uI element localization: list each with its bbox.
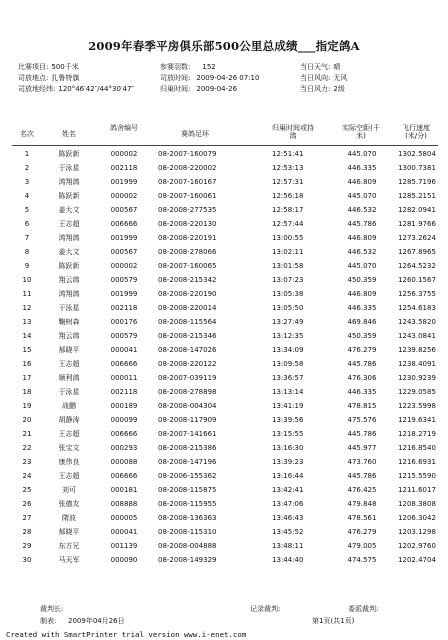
return-time-cell: 13:15:55 xyxy=(272,430,304,438)
name-cell: 战鹏 xyxy=(62,402,76,410)
return-time-cell: 13:39:56 xyxy=(272,416,304,424)
table-row xyxy=(0,357,448,371)
speed-cell: 1230.9239 xyxy=(398,374,436,382)
table-row xyxy=(0,287,448,301)
table-row xyxy=(0,539,448,553)
distance-cell: 446.809 xyxy=(347,290,377,298)
return-time-cell: 13:00:55 xyxy=(272,234,304,242)
rank-cell: 11 xyxy=(22,290,32,298)
speed-cell: 1260.1567 xyxy=(398,276,436,284)
return-time-cell: 13:05:38 xyxy=(272,290,304,298)
distance-cell: 445.786 xyxy=(347,220,377,228)
return-time-cell: 13:16:44 xyxy=(272,472,304,480)
distance-cell: 446.532 xyxy=(347,248,377,256)
rank-cell: 21 xyxy=(22,430,32,438)
name-cell: 刘可 xyxy=(62,486,76,494)
return-time-cell: 13:16:30 xyxy=(272,444,304,452)
release-coords-label: 司放地经纬: xyxy=(18,85,56,93)
ring-cell: 08-2008-215342 xyxy=(158,276,217,284)
distance-cell: 476.425 xyxy=(347,486,377,494)
loft-id-cell: 002118 xyxy=(110,164,138,172)
name-cell: 王志超 xyxy=(58,472,80,480)
speed-cell: 1202.9760 xyxy=(398,542,436,550)
distance-cell: 469.846 xyxy=(347,318,377,326)
distance-cell: 473.760 xyxy=(347,458,377,466)
loft-id-cell: 006666 xyxy=(110,220,138,228)
rank-cell: 23 xyxy=(22,458,32,466)
table-row xyxy=(0,455,448,469)
ring-cell: 08-2007-141661 xyxy=(158,430,217,438)
ring-cell: 08-2006-155362 xyxy=(158,472,217,480)
info-wind-force xyxy=(300,84,345,95)
distance-cell: 450.359 xyxy=(347,332,377,340)
return-time-cell: 13:13:14 xyxy=(272,388,304,396)
recorder-label: 记录裁判: xyxy=(250,605,281,613)
name-cell: 张宝文 xyxy=(58,444,80,452)
loft-id-cell: 000002 xyxy=(110,262,138,270)
rank-cell: 24 xyxy=(22,472,32,480)
column-header-loft-id: 鸽舍编号 xyxy=(110,124,138,132)
distance-cell: 446.532 xyxy=(347,206,377,214)
rank-cell: 19 xyxy=(22,402,32,410)
speed-cell: 1218.2719 xyxy=(398,430,436,438)
ring-cell: 08-2008-278898 xyxy=(158,388,217,396)
speed-cell: 1219.6341 xyxy=(398,416,436,424)
speed-cell: 1229.0585 xyxy=(398,388,436,396)
return-time-cell: 13:48:11 xyxy=(272,542,304,550)
name-cell: 鸿翔鸽 xyxy=(58,178,80,186)
rank-cell: 3 xyxy=(24,178,30,186)
referee-label: 裁判长: xyxy=(40,605,64,613)
rank-cell: 27 xyxy=(22,514,32,522)
page-number: 第1页(共1页) xyxy=(312,617,355,625)
rank-cell: 17 xyxy=(22,374,32,382)
name-cell: 东方兄 xyxy=(58,542,80,550)
speed-cell: 1206.3042 xyxy=(398,514,436,522)
ring-cell: 08-2008-220002 xyxy=(158,164,217,172)
rank-cell: 30 xyxy=(22,556,32,564)
table-row xyxy=(0,231,448,245)
loft-id-cell: 000579 xyxy=(110,276,138,284)
speed-cell: 1285.2151 xyxy=(398,192,436,200)
table-row xyxy=(0,273,448,287)
column-header-return-time: 归巢时间或持鸽 xyxy=(272,124,314,140)
info-weather xyxy=(300,62,340,73)
loft-id-cell: 000002 xyxy=(110,150,138,158)
ring-cell: 08-2008-136363 xyxy=(158,514,217,522)
distance-cell: 446.335 xyxy=(347,304,377,312)
distance-cell: 478.561 xyxy=(347,514,377,522)
speed-cell: 1216.8540 xyxy=(398,444,436,452)
return-time-cell: 13:09:58 xyxy=(272,360,304,368)
release-time-value: 2009-04-26 07:10 xyxy=(196,74,260,82)
speed-cell: 1281.9766 xyxy=(398,220,436,228)
ring-cell: 08-2008-215386 xyxy=(158,444,217,452)
distance-cell: 476.306 xyxy=(347,374,377,382)
rank-cell: 10 xyxy=(22,276,32,284)
rank-cell: 5 xyxy=(24,206,30,214)
speed-cell: 1302.5804 xyxy=(398,150,436,158)
distance-cell: 446.335 xyxy=(347,388,377,396)
ring-cell: 08-2007-160061 xyxy=(158,192,217,200)
table-row xyxy=(0,511,448,525)
loft-id-cell: 006666 xyxy=(110,430,138,438)
ring-cell: 08-2008-220130 xyxy=(158,220,217,228)
info-release-coords xyxy=(18,84,134,95)
info-entries xyxy=(160,62,216,73)
release-time-label: 司放时间: xyxy=(160,74,191,82)
name-cell: 隋波 xyxy=(62,514,76,522)
loft-id-cell: 000579 xyxy=(110,332,138,340)
return-time-cell: 13:07:23 xyxy=(272,276,304,284)
rank-cell: 25 xyxy=(22,486,32,494)
return-time-cell: 13:12:35 xyxy=(272,332,304,340)
loft-id-cell: 000176 xyxy=(110,318,138,326)
ring-cell: 08-2008-215346 xyxy=(158,332,217,340)
column-header-rank: 名次 xyxy=(20,130,34,138)
header-divider xyxy=(12,145,438,146)
column-header-speed: 飞行速度(米/分) xyxy=(402,124,430,140)
loft-id-cell: 000005 xyxy=(110,514,138,522)
wind-force-value: 2级 xyxy=(333,85,345,93)
ring-cell: 08-2008-220190 xyxy=(158,290,217,298)
loft-id-cell: 001999 xyxy=(110,234,138,242)
rank-cell: 14 xyxy=(22,332,32,340)
rank-cell: 8 xyxy=(24,248,30,256)
table-row xyxy=(0,147,448,161)
name-cell: 张德友 xyxy=(58,500,80,508)
distance-cell: 446.335 xyxy=(347,164,377,172)
return-time-cell: 13:44:40 xyxy=(272,556,304,564)
results-table-header xyxy=(0,124,448,144)
name-cell: 姜大文 xyxy=(58,248,80,256)
loft-id-cell: 000002 xyxy=(110,192,138,200)
table-row xyxy=(0,301,448,315)
return-time-cell: 13:41:19 xyxy=(272,402,304,410)
return-time-cell: 12:57:31 xyxy=(272,178,304,186)
name-cell: 翔云鸽 xyxy=(58,276,80,284)
distance-cell: 446.809 xyxy=(347,178,377,186)
ring-cell: 08-2008-115564 xyxy=(158,318,217,326)
speed-cell: 1256.3755 xyxy=(398,290,436,298)
rank-cell: 13 xyxy=(22,318,32,326)
committee-label: 委派裁判: xyxy=(348,605,379,613)
info-wind-direction xyxy=(300,73,347,84)
table-row xyxy=(0,259,448,273)
return-time-cell: 13:42:41 xyxy=(272,486,304,494)
distance-cell: 476.279 xyxy=(347,528,377,536)
info-release-place xyxy=(18,73,79,84)
ring-cell: 08-2007-039119 xyxy=(158,374,217,382)
return-time-label: 归巢时间: xyxy=(160,85,191,93)
wind-direction-value: 无风 xyxy=(333,74,348,82)
release-place-label: 司放地点: xyxy=(18,74,49,82)
return-time-cell: 12:56:18 xyxy=(272,192,304,200)
loft-id-cell: 000293 xyxy=(110,444,138,452)
speed-cell: 1239.8256 xyxy=(398,346,436,354)
table-row xyxy=(0,161,448,175)
return-time-cell: 13:34:09 xyxy=(272,346,304,354)
weather-label: 当日天气: xyxy=(300,63,331,71)
name-cell: 鸿翔鸽 xyxy=(58,290,80,298)
table-row xyxy=(0,441,448,455)
ring-cell: 08-2008-147196 xyxy=(158,458,217,466)
column-header-distance: 实际空距(千米) xyxy=(342,124,380,140)
return-time-cell: 12:58:17 xyxy=(272,206,304,214)
loft-id-cell: 000099 xyxy=(110,416,138,424)
return-time-cell: 13:36:57 xyxy=(272,374,304,382)
loft-id-cell: 006666 xyxy=(110,360,138,368)
loft-id-cell: 000181 xyxy=(110,486,138,494)
ring-cell: 08-2008-115875 xyxy=(158,486,217,494)
speed-cell: 1208.3808 xyxy=(398,500,436,508)
name-cell: 顺利鸽 xyxy=(58,374,80,382)
ring-cell: 08-2007-160167 xyxy=(158,178,217,186)
info-release-time xyxy=(160,73,259,84)
rank-cell: 12 xyxy=(22,304,32,312)
ring-cell: 08-2008-147026 xyxy=(158,346,217,354)
wind-direction-label: 当日风向: xyxy=(300,74,331,82)
ring-cell: 08-2008-149329 xyxy=(158,556,217,564)
distance-cell: 479.005 xyxy=(347,542,377,550)
table-row xyxy=(0,175,448,189)
made-by-label: 制表: xyxy=(40,617,57,625)
distance-cell: 446.809 xyxy=(347,234,377,242)
table-row xyxy=(0,189,448,203)
rank-cell: 20 xyxy=(22,416,32,424)
speed-cell: 1300.7381 xyxy=(398,164,436,172)
loft-id-cell: 000567 xyxy=(110,248,138,256)
return-time-cell: 13:27:49 xyxy=(272,318,304,326)
speed-cell: 1243.5820 xyxy=(398,318,436,326)
return-time-cell: 13:46:43 xyxy=(272,514,304,522)
ring-cell: 08-2008-220191 xyxy=(158,234,217,242)
ring-cell: 08-2008-115955 xyxy=(158,500,217,508)
name-cell: 翔云鸽 xyxy=(58,332,80,340)
speed-cell: 1254.6183 xyxy=(398,304,436,312)
table-row xyxy=(0,427,448,441)
table-row xyxy=(0,413,448,427)
distance-cell: 445.070 xyxy=(347,262,377,270)
made-date: 2009年04月26日 xyxy=(68,617,125,625)
speed-cell: 1264.5232 xyxy=(398,262,436,270)
return-time-cell: 12:51:41 xyxy=(272,150,304,158)
name-cell: 鸿翔鸽 xyxy=(58,234,80,242)
weather-value: 晴 xyxy=(333,63,341,71)
table-row xyxy=(0,217,448,231)
speed-cell: 1285.7196 xyxy=(398,178,436,186)
ring-cell: 08-2008-277535 xyxy=(158,206,217,214)
document-title: 2009年春季平房俱乐部500公里总成绩___指定鸽A xyxy=(88,39,360,53)
return-time-value: 2009-04-26 xyxy=(196,85,238,93)
loft-id-cell: 006666 xyxy=(110,472,138,480)
ring-cell: 08-2008-220122 xyxy=(158,360,217,368)
rank-cell: 7 xyxy=(24,234,30,242)
rank-cell: 18 xyxy=(22,388,32,396)
loft-id-cell: 000041 xyxy=(110,346,138,354)
loft-id-cell: 008888 xyxy=(110,500,138,508)
name-cell: 于泳星 xyxy=(58,164,80,172)
name-cell: 郝晓平 xyxy=(58,528,80,536)
rank-cell: 9 xyxy=(24,262,30,270)
table-row xyxy=(0,399,448,413)
name-cell: 于泳星 xyxy=(58,388,80,396)
table-row xyxy=(0,483,448,497)
distance-cell: 475.576 xyxy=(347,416,377,424)
name-cell: 胡静涛 xyxy=(58,416,80,424)
loft-id-cell: 001999 xyxy=(110,178,138,186)
rank-cell: 28 xyxy=(22,528,32,536)
speed-cell: 1203.1298 xyxy=(398,528,436,536)
ring-cell: 08-2008-117909 xyxy=(158,416,217,424)
loft-id-cell: 000011 xyxy=(110,374,138,382)
loft-id-cell: 000189 xyxy=(110,402,138,410)
loft-id-cell: 001999 xyxy=(110,290,138,298)
table-row xyxy=(0,553,448,567)
loft-id-cell: 000090 xyxy=(110,556,138,564)
return-time-cell: 12:53:13 xyxy=(272,164,304,172)
distance-cell: 445.786 xyxy=(347,430,377,438)
name-cell: 陈跃新 xyxy=(58,150,80,158)
race-name-value: 500千米 xyxy=(51,63,79,71)
distance-cell: 450.359 xyxy=(347,276,377,284)
return-time-cell: 13:45:52 xyxy=(272,528,304,536)
column-header-name: 姓名 xyxy=(62,130,76,138)
speed-cell: 1273.2624 xyxy=(398,234,436,242)
return-time-cell: 13:47:06 xyxy=(272,500,304,508)
loft-id-cell: 001139 xyxy=(110,542,138,550)
release-coords-value: 120°46′42″/44°30′47″ xyxy=(58,85,135,93)
results-table-body xyxy=(0,147,448,567)
speed-cell: 1215.5590 xyxy=(398,472,436,480)
distance-cell: 474.575 xyxy=(347,556,377,564)
ring-cell: 08-2007-160079 xyxy=(158,150,217,158)
speed-cell: 1243.0841 xyxy=(398,332,436,340)
ring-cell: 08-2008-220014 xyxy=(158,304,217,312)
speed-cell: 1282.0941 xyxy=(398,206,436,214)
name-cell: 郝晓平 xyxy=(58,346,80,354)
distance-cell: 445.786 xyxy=(347,472,377,480)
rank-cell: 22 xyxy=(22,444,32,452)
rank-cell: 15 xyxy=(22,346,32,354)
distance-cell: 445.977 xyxy=(347,444,377,452)
loft-id-cell: 000088 xyxy=(110,458,138,466)
distance-cell: 445.070 xyxy=(347,150,377,158)
rank-cell: 29 xyxy=(22,542,32,550)
loft-id-cell: 002118 xyxy=(110,304,138,312)
distance-cell: 445.070 xyxy=(347,192,377,200)
return-time-cell: 13:02:11 xyxy=(272,248,304,256)
rank-cell: 2 xyxy=(24,164,30,172)
table-row xyxy=(0,329,448,343)
rank-cell: 4 xyxy=(24,192,30,200)
distance-cell: 479.848 xyxy=(347,500,377,508)
entries-label: 参赛羽数: xyxy=(160,63,191,71)
name-cell: 鞠树森 xyxy=(58,318,80,326)
speed-cell: 1267.8965 xyxy=(398,248,436,256)
return-time-cell: 13:01:58 xyxy=(272,262,304,270)
speed-cell: 1223.5998 xyxy=(398,402,436,410)
rank-cell: 16 xyxy=(22,360,32,368)
entries-value: 152 xyxy=(202,63,216,71)
loft-id-cell: 000567 xyxy=(110,206,138,214)
name-cell: 王志超 xyxy=(58,360,80,368)
wind-force-label: 当日风力: xyxy=(300,85,331,93)
rank-cell: 1 xyxy=(24,150,30,158)
table-row xyxy=(0,371,448,385)
race-name-label: 比赛项目: xyxy=(18,63,49,71)
distance-cell: 445.786 xyxy=(347,360,377,368)
return-time-cell: 13:05:50 xyxy=(272,304,304,312)
loft-id-cell: 002118 xyxy=(110,388,138,396)
table-row xyxy=(0,343,448,357)
name-cell: 王志超 xyxy=(58,430,80,438)
rank-cell: 26 xyxy=(22,500,32,508)
ring-cell: 08-2008-004888 xyxy=(158,542,217,550)
ring-cell: 08-2008-115310 xyxy=(158,528,217,536)
ring-cell: 08-2008-004304 xyxy=(158,402,217,410)
ring-cell: 08-2008-278066 xyxy=(158,248,217,256)
table-row xyxy=(0,497,448,511)
loft-id-cell: 000041 xyxy=(110,528,138,536)
table-row xyxy=(0,385,448,399)
table-row xyxy=(0,245,448,259)
name-cell: 陈跃新 xyxy=(58,192,80,200)
speed-cell: 1202.4704 xyxy=(398,556,436,564)
speed-cell: 1238.4091 xyxy=(398,360,436,368)
speed-cell: 1211.6017 xyxy=(398,486,436,494)
speed-cell: 1216.6931 xyxy=(398,458,436,466)
rank-cell: 6 xyxy=(24,220,30,228)
column-header-ring: 赛鸽足环 xyxy=(181,130,209,138)
name-cell: 王志超 xyxy=(58,220,80,228)
info-return-time xyxy=(160,84,237,95)
table-row xyxy=(0,525,448,539)
table-row xyxy=(0,315,448,329)
release-place-value: 扎鲁特旗 xyxy=(51,74,80,82)
table-row xyxy=(0,469,448,483)
name-cell: 陈跃新 xyxy=(58,262,80,270)
name-cell: 马天军 xyxy=(58,556,80,564)
name-cell: 康伟良 xyxy=(58,458,80,466)
name-cell: 姜大文 xyxy=(58,206,80,214)
table-row xyxy=(0,203,448,217)
distance-cell: 476.279 xyxy=(347,346,377,354)
info-race-name xyxy=(18,62,79,73)
watermark-text: Created with SmartPrinter trial version www.i-enet.com xyxy=(6,630,247,639)
return-time-cell: 12:57:44 xyxy=(272,220,304,228)
return-time-cell: 13:39:23 xyxy=(272,458,304,466)
distance-cell: 478.815 xyxy=(347,402,377,410)
name-cell: 于泳星 xyxy=(58,304,80,312)
ring-cell: 08-2007-160065 xyxy=(158,262,217,270)
